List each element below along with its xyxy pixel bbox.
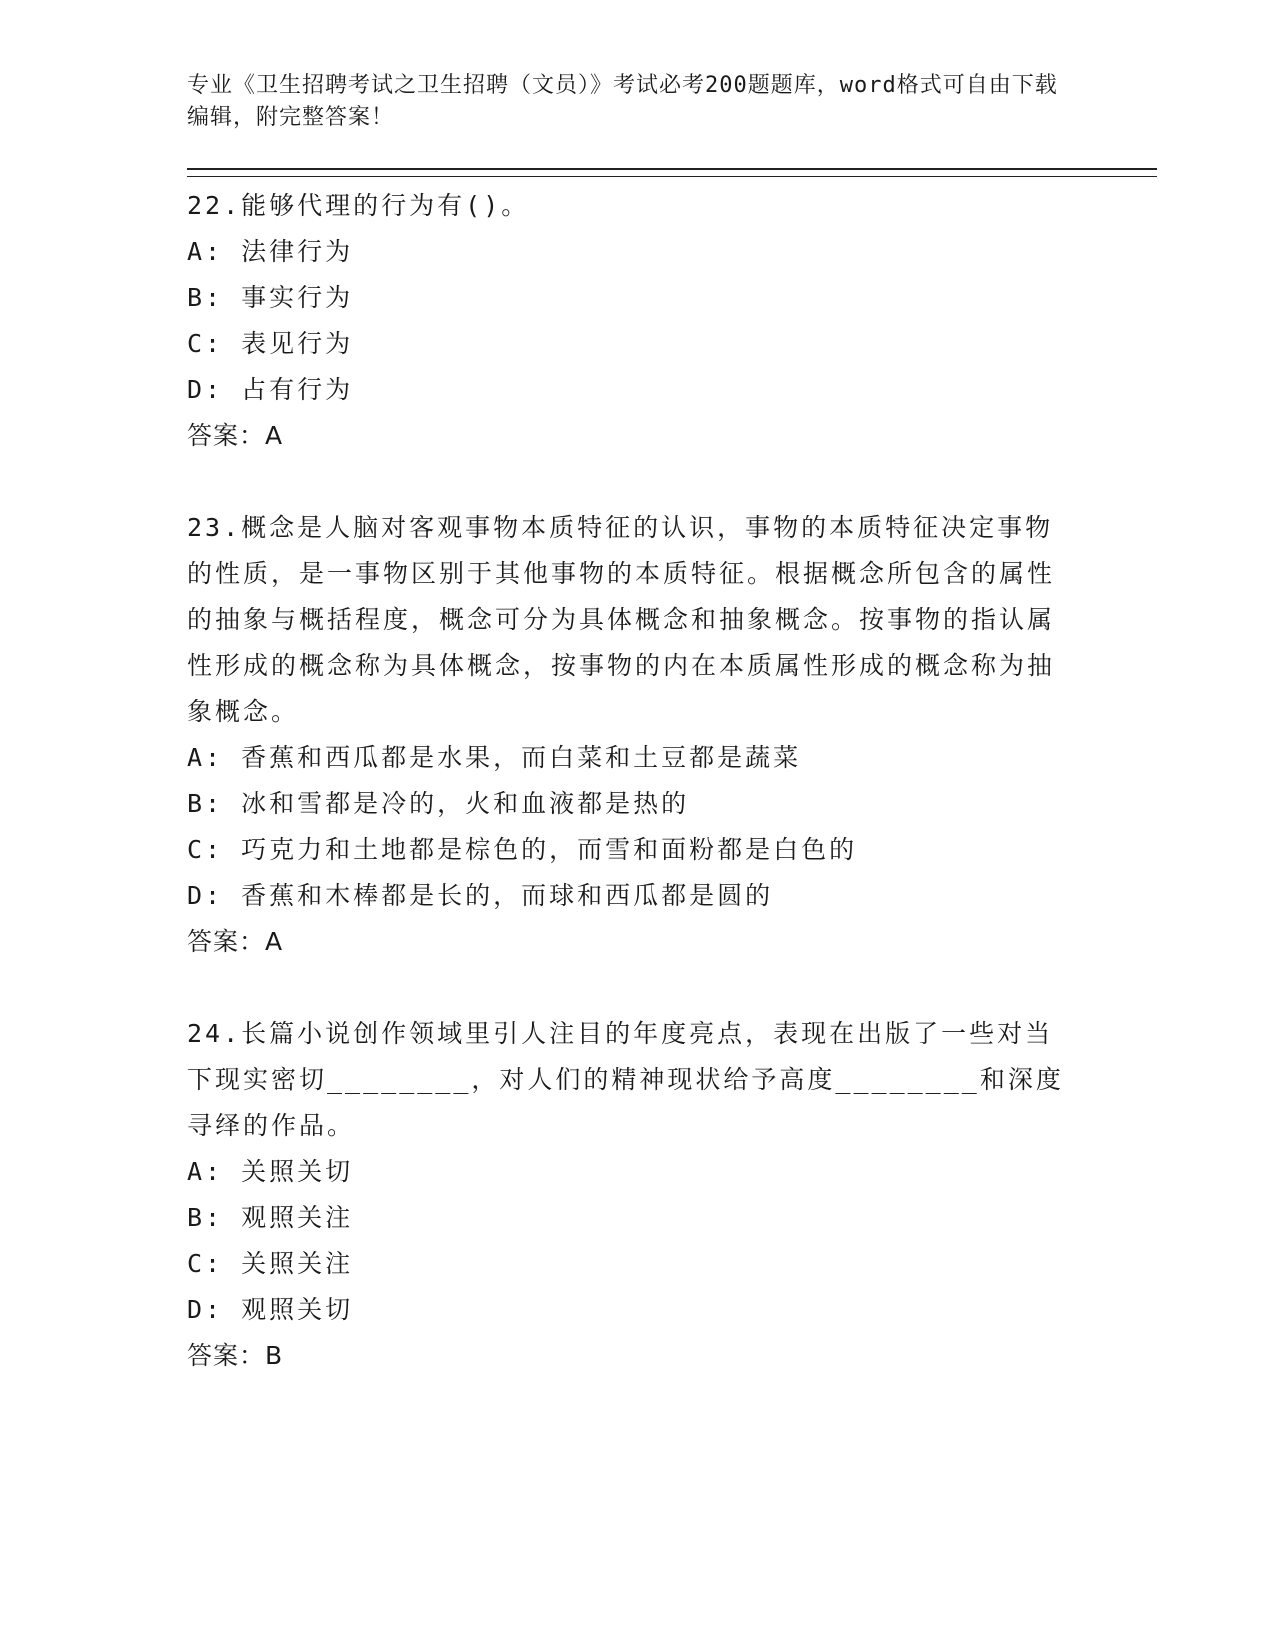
option-b: B: 事实行为 bbox=[187, 283, 354, 312]
question-23 bbox=[187, 505, 1157, 965]
option-a: A: 香蕉和西瓜都是水果，而白菜和土豆都是蔬菜 bbox=[187, 743, 802, 772]
question-stem: 22.能够代理的行为有()。 bbox=[187, 191, 530, 220]
option-a: A: 法律行为 bbox=[187, 237, 354, 266]
question-24 bbox=[187, 1011, 1157, 1379]
answer-text: 答案：B bbox=[187, 1341, 284, 1370]
option-d: D: 香蕉和木棒都是长的，而球和西瓜都是圆的 bbox=[187, 881, 774, 910]
option-c: C: 巧克力和土地都是棕色的，而雪和面粉都是白色的 bbox=[187, 835, 858, 864]
answer-text: 答案：A bbox=[187, 927, 284, 956]
question-stem: 23.概念是人脑对客观事物本质特征的认识，事物的本质特征决定事物的性质，是一事物区别于其他事物的本质特征。根据概念所包含的属性的抽象与概括程度，概念可分为具体概念和抽象概念。按事物的指认属性形成的概念称为具体概念，按事物的内在本质属性形成的概念称为抽象概念。 bbox=[187, 513, 1056, 726]
option-b: B: 冰和雪都是冷的，火和血液都是热的 bbox=[187, 789, 690, 818]
option-d: D: 观照关切 bbox=[187, 1295, 354, 1324]
question-22 bbox=[187, 183, 1157, 459]
question-stem: 24.长篇小说创作领域里引人注目的年度亮点，表现在出版了一些对当下现实密切________，对人们的精神现状给予高度________和深度寻绎的作品。 bbox=[187, 1019, 1064, 1140]
document-header: 专业《卫生招聘考试之卫生招聘（文员）》考试必考200题题库，word格式可自由下载编辑，附完整答案！ bbox=[187, 73, 1058, 130]
document-page bbox=[187, 70, 1157, 1379]
option-c: C: 关照关注 bbox=[187, 1249, 354, 1278]
option-a: A: 关照关切 bbox=[187, 1157, 354, 1186]
answer-text: 答案：A bbox=[187, 421, 284, 450]
option-b: B: 观照关注 bbox=[187, 1203, 354, 1232]
option-d: D: 占有行为 bbox=[187, 375, 354, 404]
header-divider bbox=[187, 168, 1157, 177]
option-c: C: 表见行为 bbox=[187, 329, 354, 358]
